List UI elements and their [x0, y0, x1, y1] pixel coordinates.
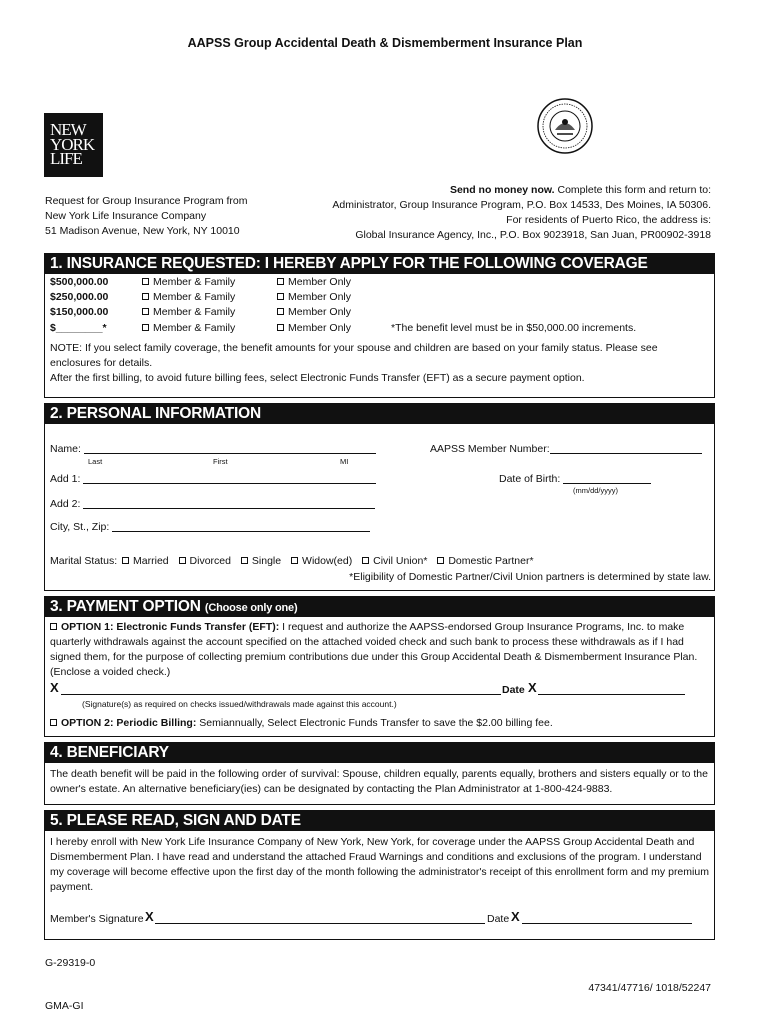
date-label: Date — [502, 684, 525, 696]
official-seal-icon — [537, 98, 593, 154]
amount-500k: $500,000.00 — [50, 276, 109, 288]
marital-married[interactable]: Married — [122, 555, 169, 567]
city-field[interactable] — [112, 531, 370, 532]
marital-label: Marital Status: — [50, 555, 118, 567]
section-4-header: 4. BENEFICIARY — [45, 743, 714, 763]
checkbox[interactable] — [142, 324, 149, 331]
checkbox[interactable] — [277, 308, 284, 315]
marital-divorced[interactable]: Divorced — [179, 555, 231, 567]
beneficiary-text: The death benefit will be paid in the following order of survival: Spouse, children equally, parents equally, brothers and sisters equally or to the owner's estate. An alternative beneficiary(ies) can be designated by contacting the Plan Administrator at 1-800-424-9883. — [50, 768, 708, 795]
request-line: 51 Madison Avenue, New York, NY 10010 — [45, 225, 240, 237]
first-label: First — [213, 457, 228, 466]
mi-label: MI — [340, 457, 349, 466]
document-title: AAPSS Group Accidental Death & Dismemberment Insurance Plan — [187, 36, 583, 50]
member-number-field[interactable] — [550, 453, 702, 454]
checkbox[interactable] — [241, 557, 248, 564]
section-payment-option — [44, 596, 715, 737]
name-label: Name: — [50, 443, 81, 455]
logo-line: NEW — [50, 120, 86, 140]
checkbox[interactable] — [277, 293, 284, 300]
form-numbers: 47341/47716/ 1018/52247 — [588, 982, 711, 994]
amount-custom: $________* — [50, 322, 107, 334]
option-1-text: OPTION 1: Electronic Funds Transfer (EFT): I request and authorize the AAPSS-endorsed Group Insurance Programs, Inc. to make quarterly withdrawals against the account specified on the attached voided check and such bank to process these withdrawals as if I had signed them, for the purpose of collecting premium contributions due under this Group Accidental Death & Dismemberment Insurance Plan. (Enclose a voided check.) — [50, 621, 698, 678]
amount-250k: $250,000.00 — [50, 291, 109, 303]
add2-field[interactable] — [83, 508, 375, 509]
marital-domestic-partner[interactable]: Domestic Partner* — [437, 555, 533, 567]
option-1-checkbox[interactable] — [50, 623, 57, 630]
option-family-500k[interactable]: Member & Family — [142, 276, 235, 288]
option-member-500k[interactable]: Member Only — [277, 276, 351, 288]
add2-label: Add 2: — [50, 498, 81, 510]
form-type: GMA-GI — [45, 1000, 84, 1012]
section-sign-and-date — [44, 810, 715, 940]
benefit-footnote: *The benefit level must be in $50,000.00 increments. — [391, 322, 637, 334]
checkbox[interactable] — [142, 308, 149, 315]
member-number-label: AAPSS Member Number: — [430, 443, 550, 455]
option-2-text: OPTION 2: Periodic Billing: Semiannually, Select Electronic Funds Transfer to save the $2.00 billing fee. — [50, 716, 709, 731]
last-label: Last — [88, 457, 103, 466]
option-2-checkbox[interactable] — [50, 719, 57, 726]
return-address-line: Administrator, Group Insurance Program, P.O. Box 14533, Des Moines, IA 50306. — [332, 199, 711, 211]
option-member-custom[interactable]: Member Only — [277, 322, 351, 334]
option-family-150k[interactable]: Member & Family — [142, 306, 235, 318]
family-coverage-note: NOTE: If you select family coverage, the benefit amounts for your spouse and children are based on your family status. Please see enclosures for details. — [50, 342, 658, 369]
option-member-250k[interactable]: Member Only — [277, 291, 351, 303]
checkbox[interactable] — [277, 324, 284, 331]
section-beneficiary — [44, 742, 715, 805]
option-member-150k[interactable]: Member Only — [277, 306, 351, 318]
eligibility-footnote: *Eligibility of Domestic Partner/Civil Union partners is determined by state law. — [349, 571, 711, 583]
marital-status — [50, 555, 534, 567]
section-insurance-requested — [44, 253, 715, 398]
date-x: X — [528, 680, 537, 695]
new-york-life-logo — [44, 113, 103, 177]
date-x: X — [511, 909, 520, 924]
return-instructions — [332, 183, 711, 243]
checkbox[interactable] — [277, 278, 284, 285]
section-3-header: 3. PAYMENT OPTION (Choose only one) — [45, 597, 714, 617]
dob-label: Date of Birth: — [499, 473, 561, 485]
option-family-custom[interactable]: Member & Family — [142, 322, 235, 334]
marital-single[interactable]: Single — [241, 555, 281, 567]
marital-widowed[interactable]: Widow(ed) — [291, 555, 352, 567]
request-line: Request for Group Insurance Program from — [45, 195, 248, 207]
member-date-field[interactable] — [522, 911, 692, 924]
checkbox[interactable] — [362, 557, 369, 564]
add1-field[interactable] — [83, 483, 376, 484]
send-no-money: Send no money now. — [449, 184, 555, 196]
checkbox[interactable] — [179, 557, 186, 564]
form-code: G-29319-0 — [45, 957, 96, 969]
return-address-line: For residents of Puerto Rico, the address is: — [506, 214, 711, 226]
checkbox[interactable] — [437, 557, 444, 564]
eft-signature-field[interactable] — [61, 682, 501, 695]
section-1-header: 1. INSURANCE REQUESTED: I HEREBY APPLY FOR THE FOLLOWING COVERAGE — [45, 254, 714, 274]
add1-label: Add 1: — [50, 473, 81, 485]
city-label: City, St., Zip: — [50, 521, 110, 533]
marital-civil-union[interactable]: Civil Union* — [362, 555, 427, 567]
enrollment-text: I hereby enroll with New York Life Insurance Company of New York, New York, for coverage under the AAPSS Group Accidental Death and Dismemberment Plan. I have read and understand the attached Fraud Warnings and conditions and exclusions of the program. I understand my coverage will become effective upon the first day of the month following the administrator's receipt of this enrollment form and my premium payment. — [50, 836, 709, 893]
signature-note: (Signature(s) as required on checks issued/withdrawals made against this account.) — [82, 699, 397, 709]
amount-150k: $150,000.00 — [50, 306, 109, 318]
eft-date-field[interactable] — [538, 682, 685, 695]
request-address — [45, 194, 248, 239]
member-signature-label: Member's Signature — [50, 913, 144, 925]
dob-format: (mm/dd/yyyy) — [573, 486, 618, 495]
section-personal-information — [44, 403, 715, 591]
date-label: Date — [487, 913, 510, 925]
return-address-line: Global Insurance Agency, Inc., P.O. Box 9023918, San Juan, PR00902-3918 — [355, 229, 711, 241]
eft-note: After the first billing, to avoid future billing fees, select Electronic Funds Transfer (EFT) as a secure payment option. — [50, 372, 585, 384]
logo-line: LIFE — [50, 149, 82, 169]
checkbox[interactable] — [291, 557, 298, 564]
section-5-header: 5. PLEASE READ, SIGN AND DATE — [45, 811, 714, 831]
signature-x: X — [50, 680, 59, 695]
request-line: New York Life Insurance Company — [45, 210, 207, 222]
member-signature-field[interactable] — [155, 911, 485, 924]
section-2-header: 2. PERSONAL INFORMATION — [45, 404, 714, 424]
option-family-250k[interactable]: Member & Family — [142, 291, 235, 303]
logo-line: YORK — [50, 134, 95, 154]
send-rest: Complete this form and return to: — [554, 184, 711, 196]
checkbox[interactable] — [122, 557, 129, 564]
dob-field[interactable] — [563, 483, 651, 484]
name-field[interactable] — [84, 453, 376, 454]
checkbox[interactable] — [142, 293, 149, 300]
checkbox[interactable] — [142, 278, 149, 285]
signature-x: X — [145, 909, 154, 924]
